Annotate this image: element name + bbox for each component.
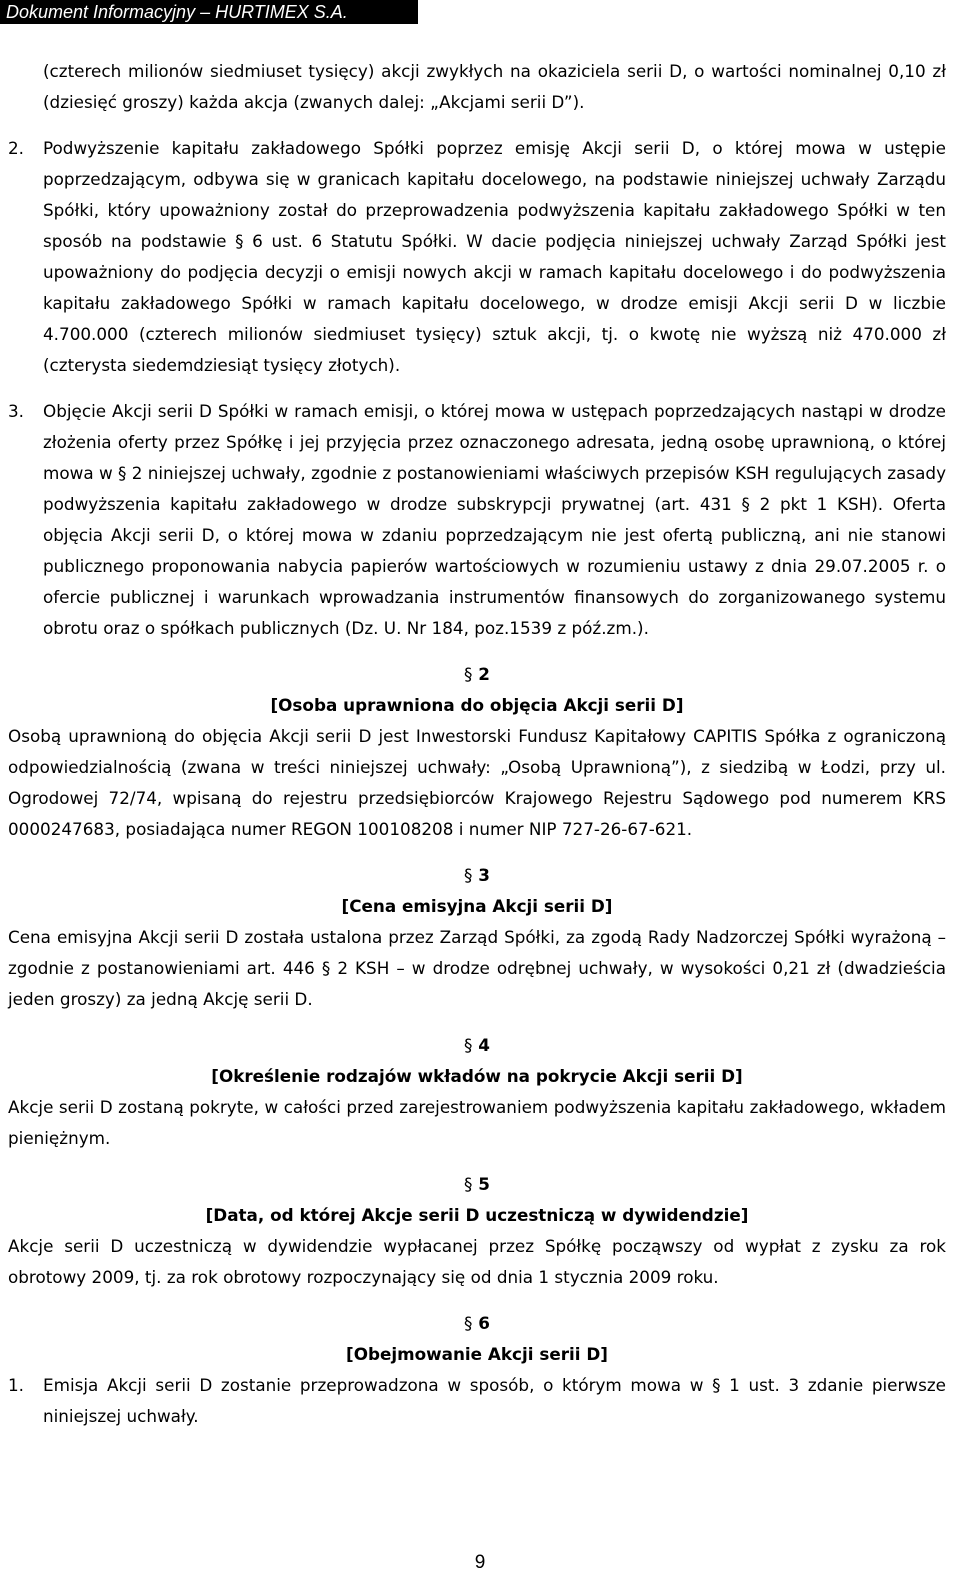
list-number: 3.: [8, 401, 25, 421]
section-2-body: Osobą uprawnioną do objęcia Akcji serii D jest Inwestorski Fundusz Kapitałowy CAPITIS Spółka z ograniczoną odpowiedzialnością (zwana w treści niniejszej uchwały: „Osobą Uprawnioną”), z siedzibą w Łodzi, przy ul. Ogrodowej 72/74, wpisaną do rejestru przedsiębiorców Krajowego Rejestru Sądowego pod numerem KRS 0000247683, posiadająca numer REGON 100108208 i numer NIP 727-26-67-621.: [8, 726, 946, 839]
section-sign: §: [464, 1174, 473, 1194]
section-number: 6: [478, 1313, 490, 1333]
section-3-body: Cena emisyjna Akcji serii D została ustalona przez Zarząd Spółki, za zgodą Rady Nadzorczej Spółki wyrażoną – zgodnie z postanowieniami art. 446 § 2 KSH – w drodze odrębnej uchwały, w wysokości 0,21 zł (dwadzieścia jeden groszy) za jedną Akcję serii D.: [8, 927, 946, 1009]
section-6-heading: [8, 1308, 946, 1339]
section-sign: §: [464, 664, 473, 684]
section-4-heading: [8, 1030, 946, 1061]
list-item-3: [8, 396, 946, 644]
section-3-heading: [8, 860, 946, 891]
section-2-title: [Osoba uprawniona do objęcia Akcji serii D]: [270, 695, 684, 715]
list-text: Podwyższenie kapitału zakładowego Spółki poprzez emisję Akcji serii D, o której mowa w ustępie poprzedzającym, odbywa się w granicach kapitału docelowego, na podstawie niniejszej uchwały Zarządu Spółki, który upoważniony został do przeprowadzenia podwyższenia kapitału zakładowego Spółki w ten sposób na podstawie § 6 ust. 6 Statutu Spółki. W dacie podjęcia niniejszej uchwały Zarząd Spółki jest upoważniony do podjęcia decyzji o emisji nowych akcji w ramach kapitału docelowego i do podwyższenia kapitału zakładowego Spółki w ramach kapitału docelowego, w drodze emisji Akcji serii D w liczbie 4.700.000 (czterech milionów siedmiuset tysięcy) sztuk akcji, tj. o kwotę nie wyższą niż 470.000 zł (czterysta siedemdziesiąt tysięcy złotych).: [43, 138, 946, 375]
section-number: 5: [478, 1174, 490, 1194]
section-sign: §: [464, 1313, 473, 1333]
section-5-body: Akcje serii D uczestniczą w dywidendzie wypłacanej przez Spółkę począwszy od wypłat z zysku za rok obrotowy 2009, tj. za rok obrotowy rozpoczynający się od dnia 1 stycznia 2009 roku.: [8, 1236, 946, 1287]
document-body: [8, 56, 946, 1432]
section-number: 4: [478, 1035, 490, 1055]
section-number: 3: [478, 865, 490, 885]
section-number: 2: [478, 664, 490, 684]
paragraph-continuation: (czterech milionów siedmiuset tysięcy) akcji zwykłych na okaziciela serii D, o wartości nominalnej 0,10 zł (dziesięć groszy) każda akcja (zwanych dalej: „Akcjami serii D”).: [43, 61, 946, 112]
list-item-2: [8, 133, 946, 381]
list-item-6-1: [8, 1370, 946, 1432]
section-3-title: [Cena emisyjna Akcji serii D]: [341, 896, 613, 916]
document-header: Dokument Informacyjny – HURTIMEX S.A.: [0, 0, 418, 24]
section-sign: §: [464, 865, 473, 885]
section-4-title: [Określenie rodzajów wkładów na pokrycie Akcji serii D]: [211, 1066, 743, 1086]
section-6-title: [Obejmowanie Akcji serii D]: [346, 1344, 608, 1364]
section-5-heading: [8, 1169, 946, 1200]
list-text: Emisja Akcji serii D zostanie przeprowadzona w sposób, o którym mowa w § 1 ust. 3 zdanie pierwsze niniejszej uchwały.: [43, 1375, 946, 1426]
section-5-title: [Data, od której Akcje serii D uczestniczą w dywidendzie]: [205, 1205, 749, 1225]
section-2-heading: [8, 659, 946, 690]
list-text: Objęcie Akcji serii D Spółki w ramach emisji, o której mowa w ustępach poprzedzających nastąpi w drodze złożenia oferty przez Spółkę i jej przyjęcia przez oznaczonego adresata, jedną osobę uprawnioną, o której mowa w § 2 niniejszej uchwały, zgodnie z postanowieniami właściwych przepisów KSH regulujących zasady podwyższenia kapitału zakładowego w drodze subskrypcji prywatnej (art. 431 § 2 pkt 1 KSH). Oferta objęcia Akcji serii D, o której mowa w zdaniu poprzedzającym nie jest ofertą publiczną, ani nie stanowi publicznego proponowania nabycia papierów wartościowych w rozumieniu ustawy z dnia 29.07.2005 r. o ofercie publicznej i warunkach wprowadzania instrumentów finansowych do zorganizowanego systemu obrotu oraz o spółkach publicznych (Dz. U. Nr 184, poz.1539 z póź.zm.).: [43, 401, 947, 638]
list-number: 2.: [8, 138, 25, 158]
list-number: 1.: [8, 1375, 25, 1395]
section-sign: §: [464, 1035, 473, 1055]
section-4-body: Akcje serii D zostaną pokryte, w całości przed zarejestrowaniem podwyższenia kapitału zakładowego, wkładem pieniężnym.: [8, 1097, 946, 1148]
page-number: 9: [474, 1552, 486, 1573]
